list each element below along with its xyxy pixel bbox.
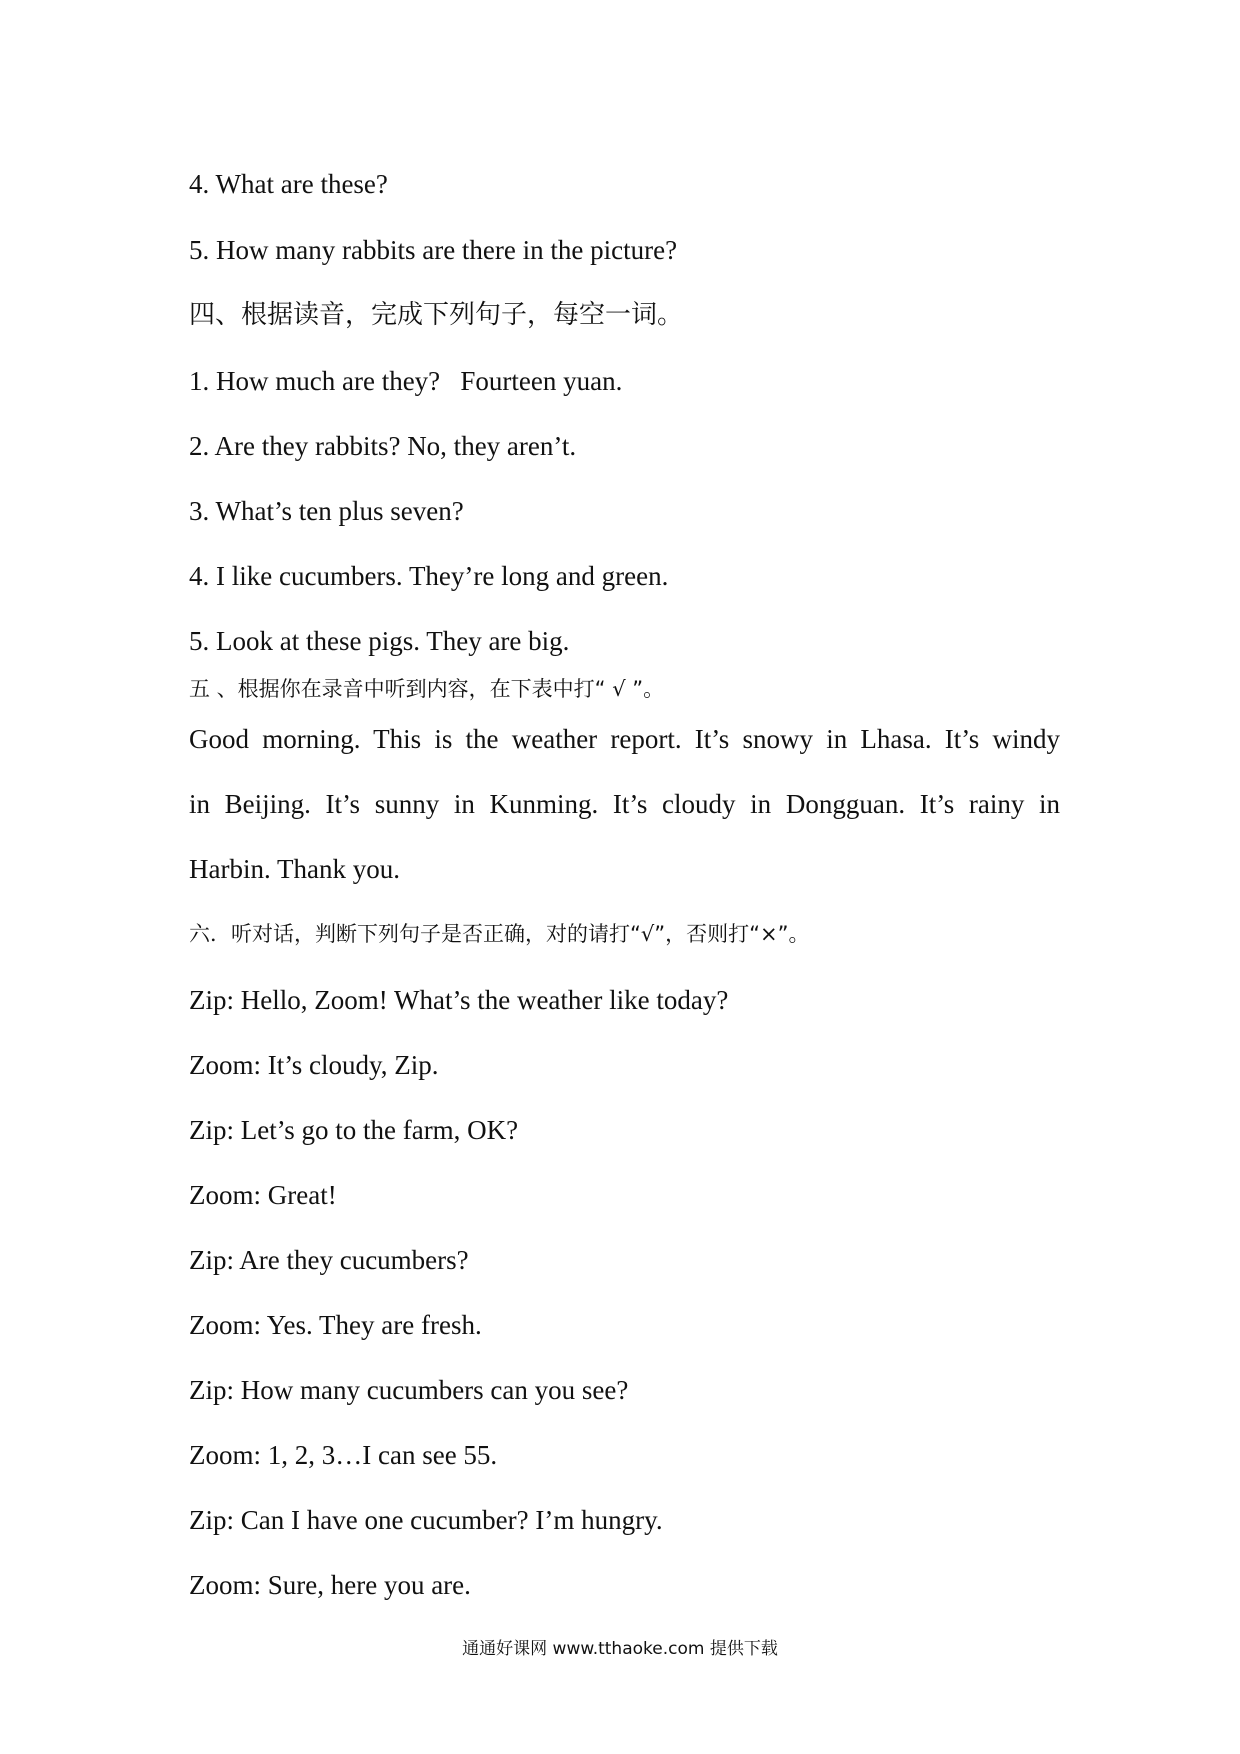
section-heading-4: 四、根据读音，完成下列句子，每空一词。 — [189, 300, 684, 330]
dialogue-line: Zoom: Great! — [189, 1180, 337, 1210]
dialogue-line: Zoom: Yes. They are fresh. — [189, 1310, 482, 1340]
sentence-line: 1. How much are they? Fourteen yuan. — [189, 366, 623, 396]
dialogue-line: Zip: Let’s go to the farm, OK? — [189, 1115, 519, 1145]
sentence-line: 3. What’s ten plus seven? — [189, 496, 464, 526]
sentence-line: 5. Look at these pigs. They are big. — [189, 626, 570, 656]
dialogue-line: Zip: Hello, Zoom! What’s the weather like today? — [189, 985, 729, 1015]
dialogue-line: Zip: Can I have one cucumber? I’m hungry. — [189, 1505, 663, 1535]
page-footer: 通通好课网 www.tthaoke.com 提供下载 — [462, 1639, 778, 1659]
sentence-line: 4. I like cucumbers. They’re long and green. — [189, 561, 669, 591]
passage-line: in Beijing. It’s sunny in Kunming. It’s cloudy in Dongguan. It’s rainy in — [189, 789, 1060, 819]
sentence-line: 2. Are they rabbits? No, they aren’t. — [189, 431, 577, 461]
section-heading-6: 六．听对话，判断下列句子是否正确，对的请打“√”，否则打“×”。 — [189, 922, 810, 946]
dialogue-line: Zip: Are they cucumbers? — [189, 1245, 469, 1275]
question-line: 4. What are these? — [189, 169, 388, 199]
dialogue-line: Zoom: Sure, here you are. — [189, 1570, 471, 1600]
question-line: 5. How many rabbits are there in the picture? — [189, 235, 678, 265]
dialogue-line: Zip: How many cucumbers can you see? — [189, 1375, 629, 1405]
dialogue-line: Zoom: 1, 2, 3…I can see 55. — [189, 1440, 498, 1470]
passage-line: Good morning. This is the weather report. It’s snowy in Lhasa. It’s windy — [189, 724, 1060, 754]
passage-line: Harbin. Thank you. — [189, 854, 400, 884]
section-heading-5: 五 、根据你在录音中听到内容，在下表中打“ √ ”。 — [189, 677, 665, 701]
dialogue-line: Zoom: It’s cloudy, Zip. — [189, 1050, 439, 1080]
